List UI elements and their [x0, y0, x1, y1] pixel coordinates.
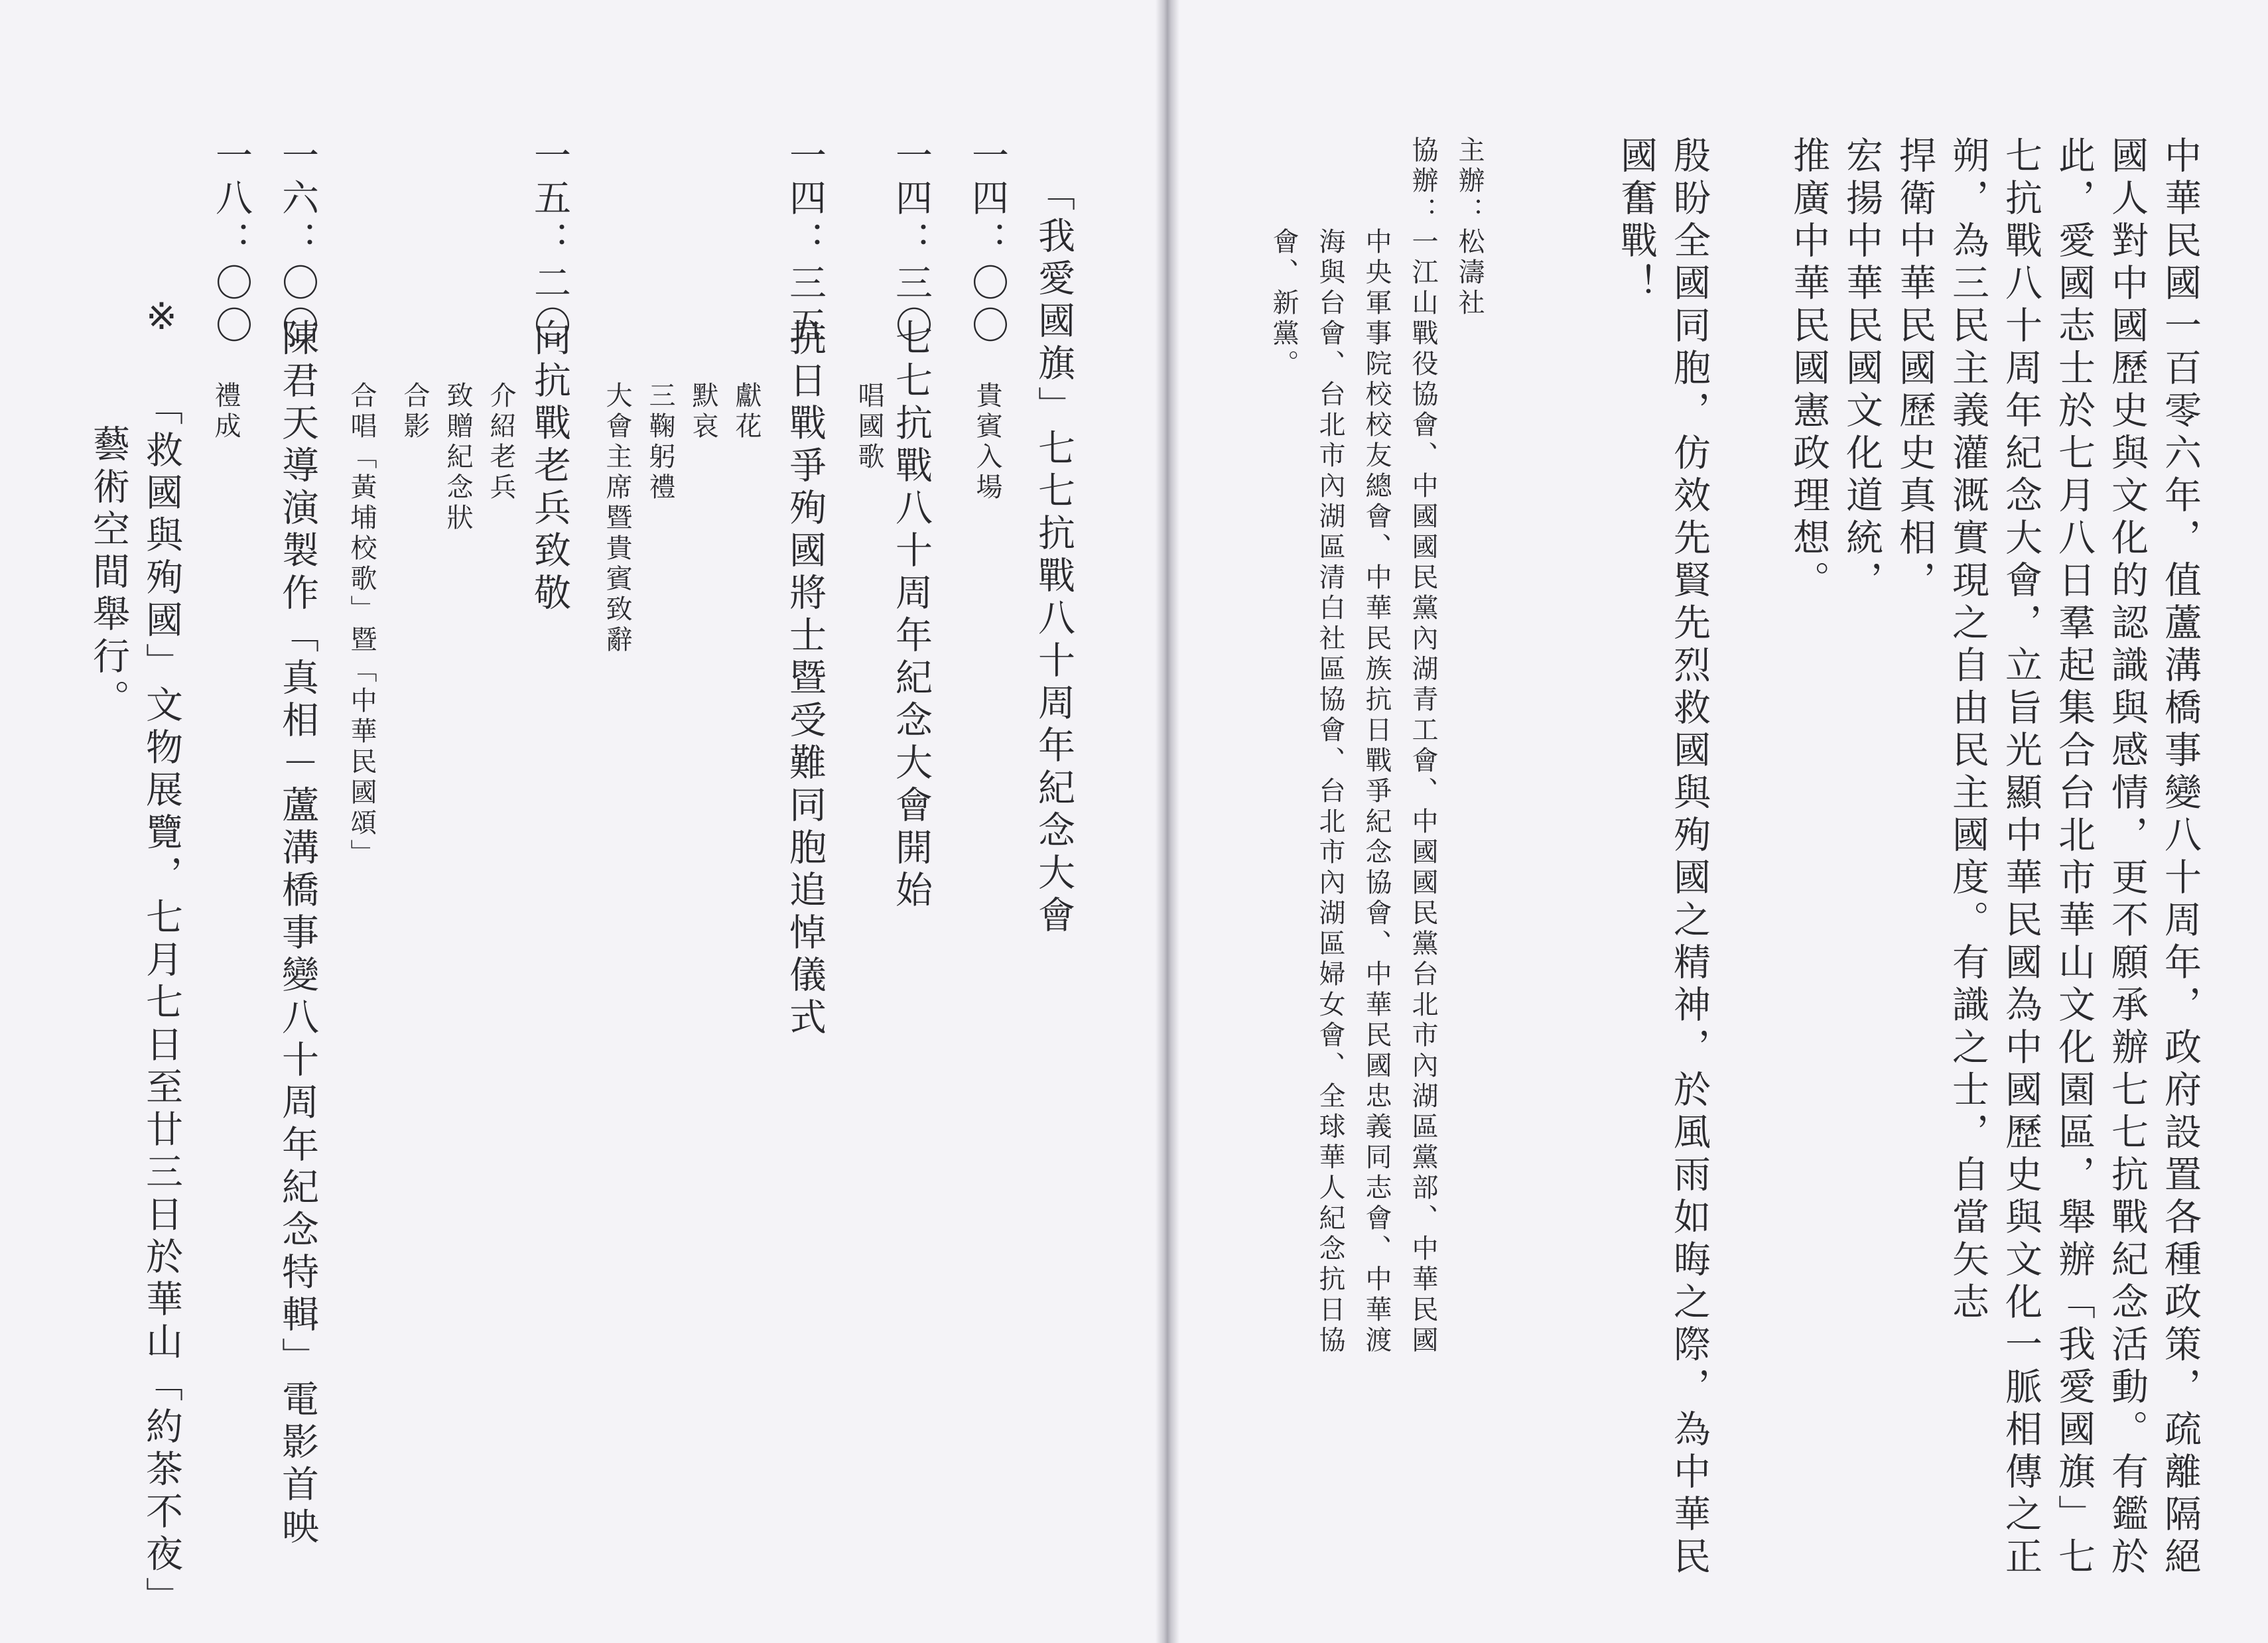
program-time: 一四：〇〇: [966, 136, 1009, 348]
program-time: 一五：二〇: [528, 136, 571, 348]
body-line: 捍衛中華民國歷史真相，: [1893, 136, 1936, 603]
body-line: 此，愛國志士於七月八日羣起集合台北市華山文化園區，舉辦「我愛國旗」七: [2052, 136, 2096, 1579]
program-title: 「我愛國旗」七七抗戰八十周年紀念大會: [1032, 174, 1075, 938]
note-line: 「救國與殉國」文物展覽，七月七日至廿三日於華山「約茶不夜」: [140, 388, 183, 1619]
note-mark: ※: [140, 295, 183, 344]
program-sub: 默哀: [688, 381, 718, 442]
program-sub: 致贈紀念狀: [442, 381, 473, 534]
program-event: 抗日戰爭殉國將士暨受難同胞追悼儀式: [783, 318, 827, 1040]
program-event: 向抗戰老兵致敬: [528, 318, 571, 616]
organizer-line: 主辦：松濤社: [1454, 136, 1485, 319]
program-sub: 大會主席暨貴賓致辭: [602, 381, 632, 656]
body-line: 國奮戰！: [1615, 136, 1658, 306]
body-line: 中華民國一百零六年，值蘆溝橋事變八十周年，政府設置各種政策，疏離隔絕: [2159, 136, 2202, 1579]
organizer-line: 中央軍事院校校友總會、中華民族抗日戰爭紀念協會、中華民國忠義同志會、中華渡: [1361, 136, 1392, 1356]
program-event: 七七抗戰八十周年紀念大會開始: [890, 318, 933, 913]
body-line: 朔，為三民主義灌溉實現之自由民主國度。有識之士，自當矢志: [1946, 136, 1989, 1325]
program-sub: 三鞠躬禮: [645, 381, 675, 503]
body-line: 七抗戰八十周年紀念大會，立旨光顯中華民國為中國歷史與文化一脈相傳之正: [1999, 136, 2042, 1579]
program-time: 一四：三〇: [890, 136, 933, 348]
program-event: 陳君天導演製作「真相－蘆溝橋事變八十周年紀念特輯」電影首映: [276, 318, 319, 1549]
program-sub: 唱國歌: [854, 381, 884, 473]
program-sub: 禮成: [210, 381, 241, 442]
body-line: 宏揚中華民國文化道統，: [1840, 136, 1883, 603]
organizer-line: 協辦：一江山戰役協會、中國國民黨內湖青工會、中國國民黨台北市內湖區黨部、中華民國: [1408, 136, 1438, 1356]
program-sub: 貴賓入場: [972, 381, 1002, 503]
organizer-line: 海與台會、台北市內湖區清白社區協會、台北市內湖區婦女會、全球華人紀念抗日協: [1315, 136, 1345, 1356]
page-fold: [1156, 0, 1179, 1643]
body-line: 推廣中華民國憲政理想。: [1787, 136, 1830, 603]
program-sub: 合唱「黃埔校歌」暨「中華民國頌」: [346, 381, 377, 870]
program-time: 一六：〇〇: [276, 136, 319, 348]
organizer-line: 會、新黨。: [1268, 136, 1299, 380]
program-time: 一四：三五: [783, 136, 827, 348]
program-sub: 合影: [399, 381, 430, 442]
note-line: 藝術空間舉行。: [87, 425, 130, 722]
body-line: 國人對中國歷史與文化的認識與感情，更不願承辦七七抗戰紀念活動。有鑑於: [2105, 136, 2149, 1579]
program-sub: 介紹老兵: [486, 381, 516, 503]
program-time: 一八：〇〇: [210, 136, 253, 348]
program-sub: 獻花: [731, 381, 762, 442]
body-line: 殷盼全國同胞，仿效先賢先烈救國與殉國之精神，於風雨如晦之際，為中華民: [1668, 136, 1711, 1579]
